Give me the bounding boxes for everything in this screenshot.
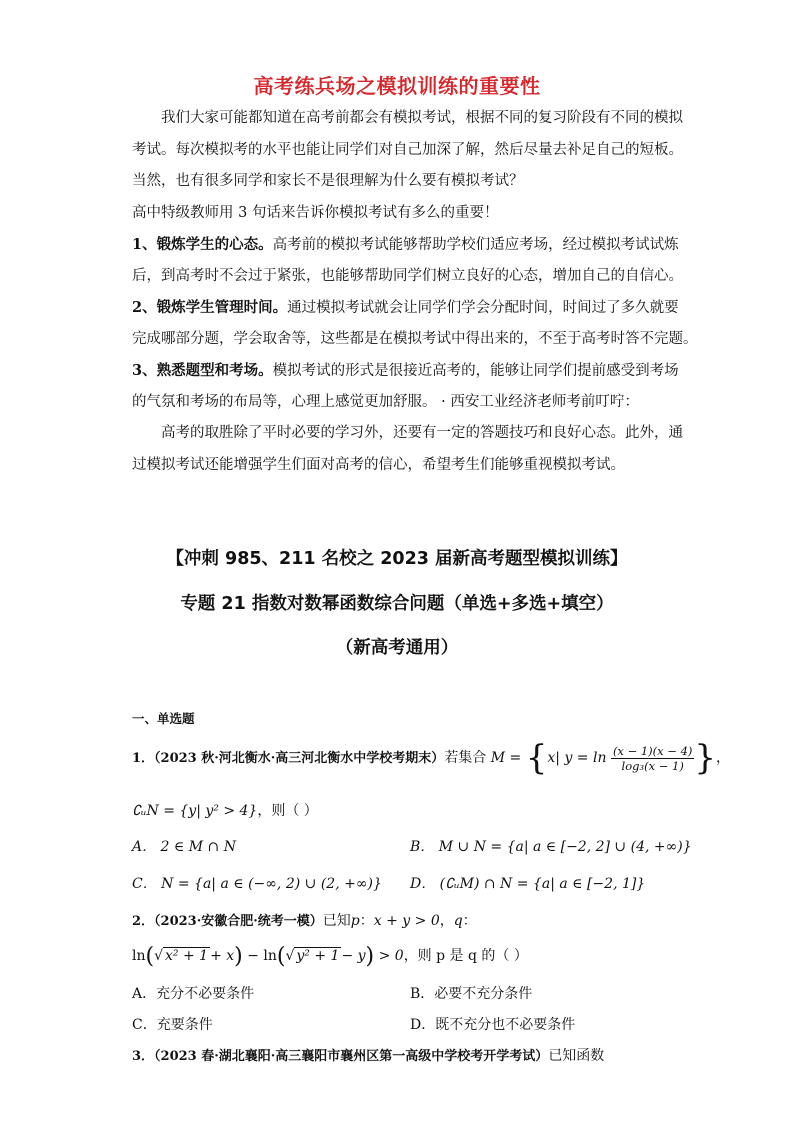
intro-line: 的气氛和考场的布局等，心理上感觉更加舒服。 · 西安工业经济老师考前叮咛： [132,393,639,410]
question-number: 2． [132,914,155,929]
paren-close: ) [234,944,243,969]
colon: ： [462,913,477,929]
radicand-1: x² + 1 [165,948,209,964]
question-source: （2023·安徽合肥·统考一模） [154,914,323,929]
question-2-formula: ln(√ x² + 1 + x) − ln(√ y² + 1 − y) > 0，则 p 是 q 的（ ） [132,944,528,969]
complement-n: ∁ᵤN = {y| y² > 4} [132,803,258,819]
point-1-heading: 1、锻炼学生的心态。 [132,236,273,253]
point-1-text: 高考前的模拟考试能够帮助学校们适应考场，经过模拟考试试炼 [272,237,679,253]
ln-1: ln [132,948,146,964]
question-1-stem [132,738,730,778]
question-1-option-b[interactable]: B． M ∪ N = {a| a ∈ [−2, 2] ∪ (4, +∞)} [410,839,692,855]
minus-y: − y [341,948,366,964]
minus-ln: − ln [247,948,277,964]
question-1-line-2 [132,800,318,820]
symbol-q: q [453,913,463,929]
set-m-label: M = [490,750,526,766]
intro-line: 后，到高考时不会过于紧张，也能够帮助同学们树立良好的心态，增加自己的自信心。 [132,267,683,284]
fraction-numerator: (x − 1)(x − 4) [612,743,693,758]
question-text: 已知函数 [548,1048,605,1064]
intro-line: 过模拟考试还能增强学生们面对高考的信心，希望考生们能够重视模拟考试。 [132,456,625,473]
question-2-option-a[interactable]: A．充分不必要条件 [132,986,255,1002]
question-1-option-d[interactable]: D． (∁ᵤM) ∩ N = {a| a ∈ [−2, 1]} [410,876,646,892]
point-2-text: 通过模拟考试就会让同学们学会分配时间，时间过了多久就要 [287,300,679,316]
exam-heading-line-2: 专题 21 指数对数幂函数综合问题（单选+多选+填空） [180,594,614,614]
point-2-heading: 2、锻炼学生管理时间。 [132,299,288,316]
plus-x: + x [210,948,235,964]
question-source: （2023 秋·河北衡水·高三河北衡水中学校考期末） [154,751,445,766]
question-tail: ，则 p 是 q 的（ ） [403,948,528,964]
question-number: 3． [132,1049,155,1064]
fraction [611,744,694,773]
point-1 [132,229,679,261]
question-text: 若集合 [444,750,487,766]
intro-line: 高中特级教师用 3 句话来告诉你模拟考试有多么的重要！ [132,204,499,221]
intro-line: 高考的取胜除了平时必要的学习外，还要有一定的答题技巧和良好心态。此外，通 [161,425,683,441]
intro-line: 考试。每次模拟考的水平也能让同学们对自己加深了解，然后尽量去补足自己的短板。 [132,141,683,158]
intro-line: 当然，也有很多同学和家长不是很理解为什么要有模拟考试？ [132,173,524,189]
greater-than-zero: > 0 [378,948,404,964]
fraction-denominator: log₃(x − 1) [621,758,684,773]
question-2-stem [132,910,477,930]
left-brace: { [525,738,548,778]
symbol-p: p [350,913,360,929]
right-brace: } [694,738,717,778]
exam-heading-line-1: 【冲刺 985、211 名校之 2023 届新高考题型模拟训练】 [166,549,628,569]
point-3-heading: 3、熟悉题型和考场。 [132,362,273,379]
comma: ， [439,913,454,929]
question-2-option-b[interactable]: B．必要不充分条件 [410,986,533,1002]
page-title: 高考练兵场之模拟训练的重要性 [253,74,541,98]
set-m-condition: x| y = ln [547,750,607,766]
question-2-option-d[interactable]: D．既不充分也不必要条件 [410,1017,576,1033]
question-2-option-c[interactable]: C．充要条件 [132,1017,213,1033]
radicand-2: y² + 1 [296,948,340,964]
question-1-option-a[interactable]: A． 2 ∈ M ∩ N [132,839,236,855]
question-number: 1． [132,751,155,766]
question-text: 已知 [322,913,351,929]
intro-text [132,103,698,481]
question-tail: ，则（ ） [257,803,318,819]
paren-close: ) [365,944,375,969]
point-3-text: 模拟考试的形式是很接近高考的，能够让同学们提前感受到考场 [272,363,679,379]
condition-p: x + y > 0 [373,913,440,929]
section-title: 一、单选题 [132,711,195,726]
colon: ： [359,913,374,929]
question-1-option-c[interactable]: C． N = {a| a ∈ (−∞, 2) ∪ (2, +∞)} [132,876,382,892]
intro-line: 完成哪部分题，学会取舍等，这些都是在模拟考试中得出来的，不至于高考时答不完题。 [132,330,698,347]
question-source: （2023 春·湖北襄阳·高三襄阳市襄州区第一高级中学校考开学考试） [154,1049,549,1064]
question-3-stem [132,1045,604,1065]
exam-heading-line-3: （新高考通用） [335,638,459,658]
point-3 [132,355,679,387]
intro-line: 我们大家可能都知道在高考前都会有模拟考试，根据不同的复习阶段有不同的模拟 [161,110,683,126]
point-2 [132,292,679,324]
comma: ， [716,750,731,766]
paren-open: ( [145,944,155,969]
paren-open: ( [276,944,286,969]
